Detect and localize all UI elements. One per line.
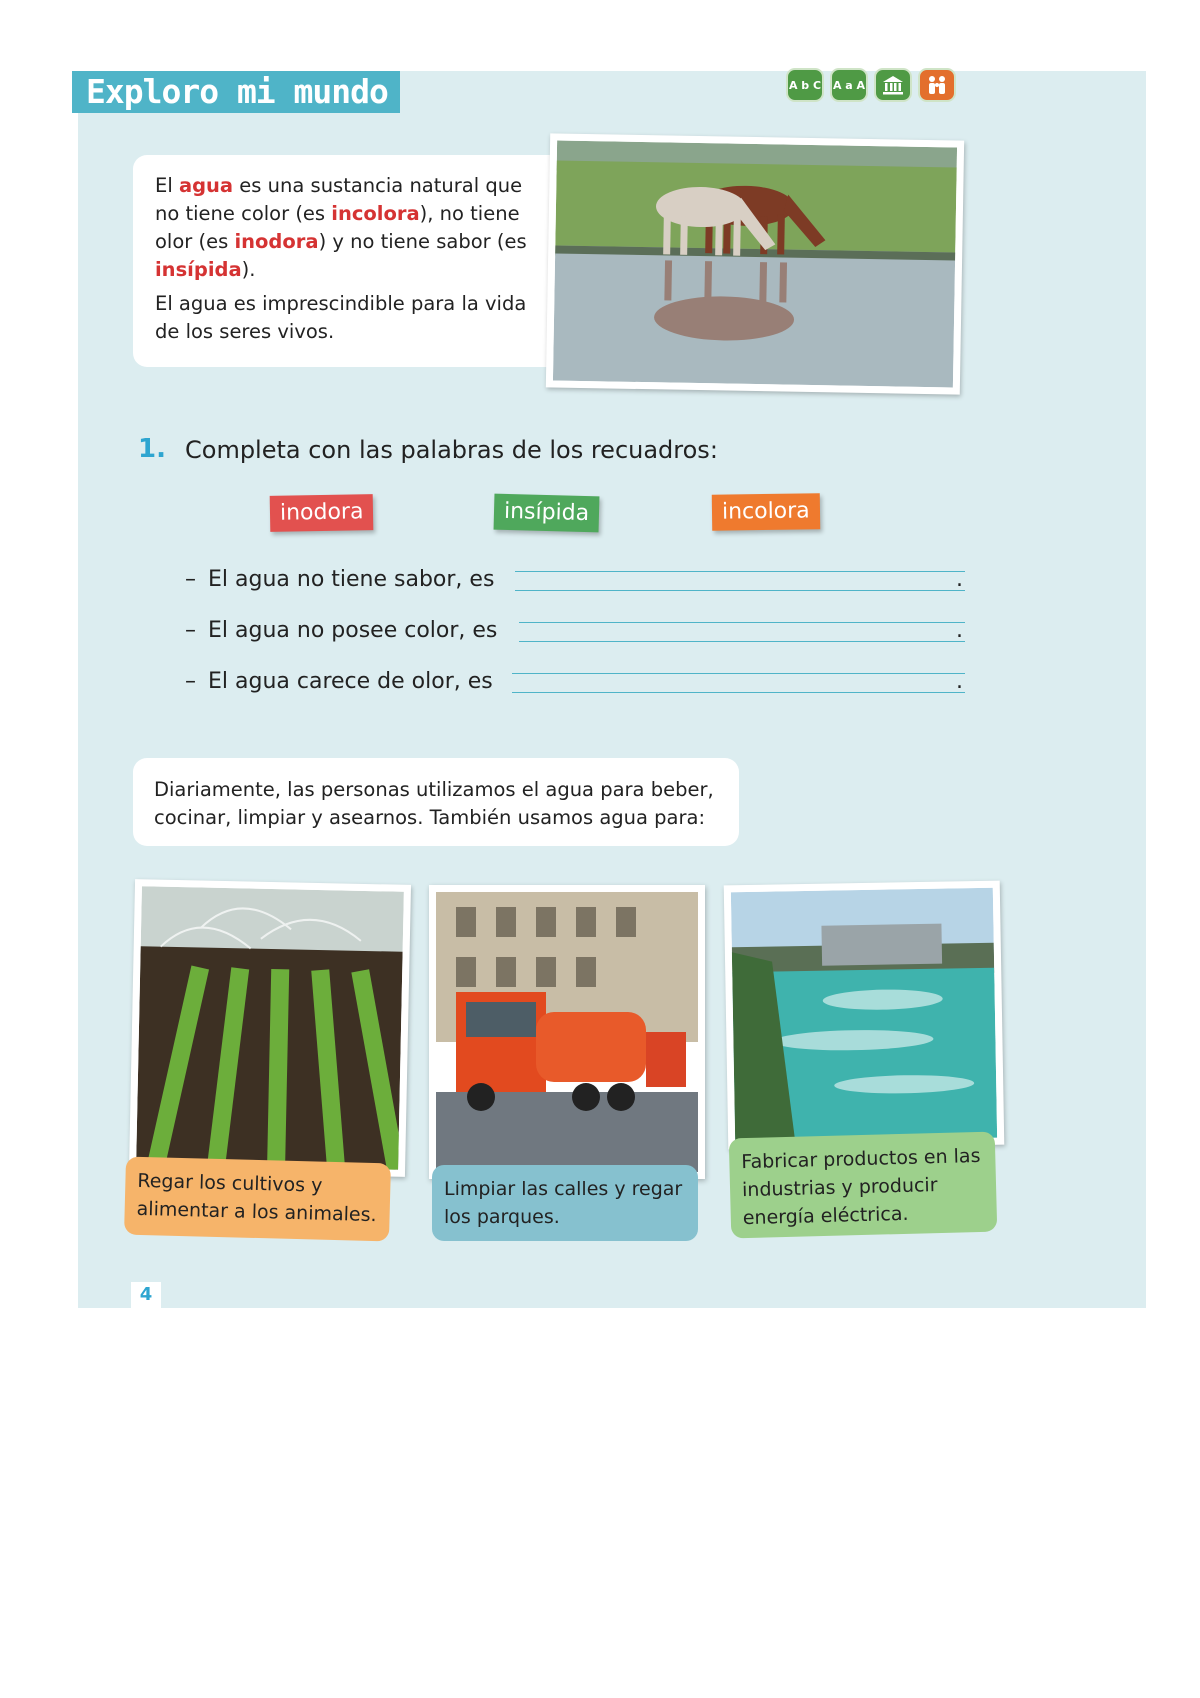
section-title: Exploro mi mundo (72, 71, 400, 113)
answer-field-2[interactable] (519, 622, 965, 642)
answer-field-1[interactable] (515, 571, 965, 591)
fill-line-2: – El agua no posee color, es (185, 618, 498, 643)
end-mark-1: . (956, 567, 963, 592)
keyword-inodora: inodora (234, 230, 319, 253)
uses-intro-text: Diariamente, las personas utilizamos el agua para beber, cocinar, limpiar y asearnos. También usamos agua para: (154, 778, 714, 829)
end-mark-3: . (956, 669, 963, 694)
word-chip-inodora[interactable]: inodora (270, 494, 374, 532)
end-mark-2: . (956, 618, 963, 643)
word-chip-incolora[interactable]: incolora (712, 493, 820, 531)
intro-paragraph-1: El agua es una sustancia natural que no tiene color (es incolora), no tiene olor (es inodora) y no tiene sabor (es insípida). (155, 174, 527, 281)
family-icon (918, 68, 956, 102)
page-number: 4 (131, 1282, 161, 1308)
caption-irrigation: Regar los cultivos y alimentar a los animales. (124, 1157, 391, 1242)
irrigation-photo (129, 879, 411, 1177)
museum-icon (874, 68, 912, 102)
fill-line-3: – El agua carece de olor, es (185, 669, 493, 694)
keyword-incolora: incolora (331, 202, 420, 225)
answer-field-3[interactable] (512, 673, 965, 693)
aa-icon: A a A (830, 68, 868, 102)
keyword-agua: agua (178, 174, 234, 197)
keyword-insipida: insípida (155, 258, 242, 281)
header-icons (786, 68, 956, 102)
exercise-number: 1. (138, 434, 166, 464)
hydroelectric-photo (724, 881, 1005, 1150)
word-chip-insipida[interactable]: insípida (494, 494, 600, 533)
intro-paragraph-2: El agua es imprescindible para la vida de los seres vivos. (155, 292, 527, 343)
exercise-instruction: Completa con las palabras de los recuadros: (185, 436, 718, 464)
horses-photo (546, 133, 964, 394)
abc-icon: A b C (786, 68, 824, 102)
intro-text (155, 172, 535, 352)
caption-hydroelectric: Fabricar productos en las industrias y producir energía eléctrica. (729, 1132, 998, 1239)
fill-line-1: – El agua no tiene sabor, es (185, 567, 495, 592)
street-cleaning-photo (429, 885, 705, 1179)
caption-street-cleaning: Limpiar las calles y regar los parques. (432, 1165, 698, 1241)
